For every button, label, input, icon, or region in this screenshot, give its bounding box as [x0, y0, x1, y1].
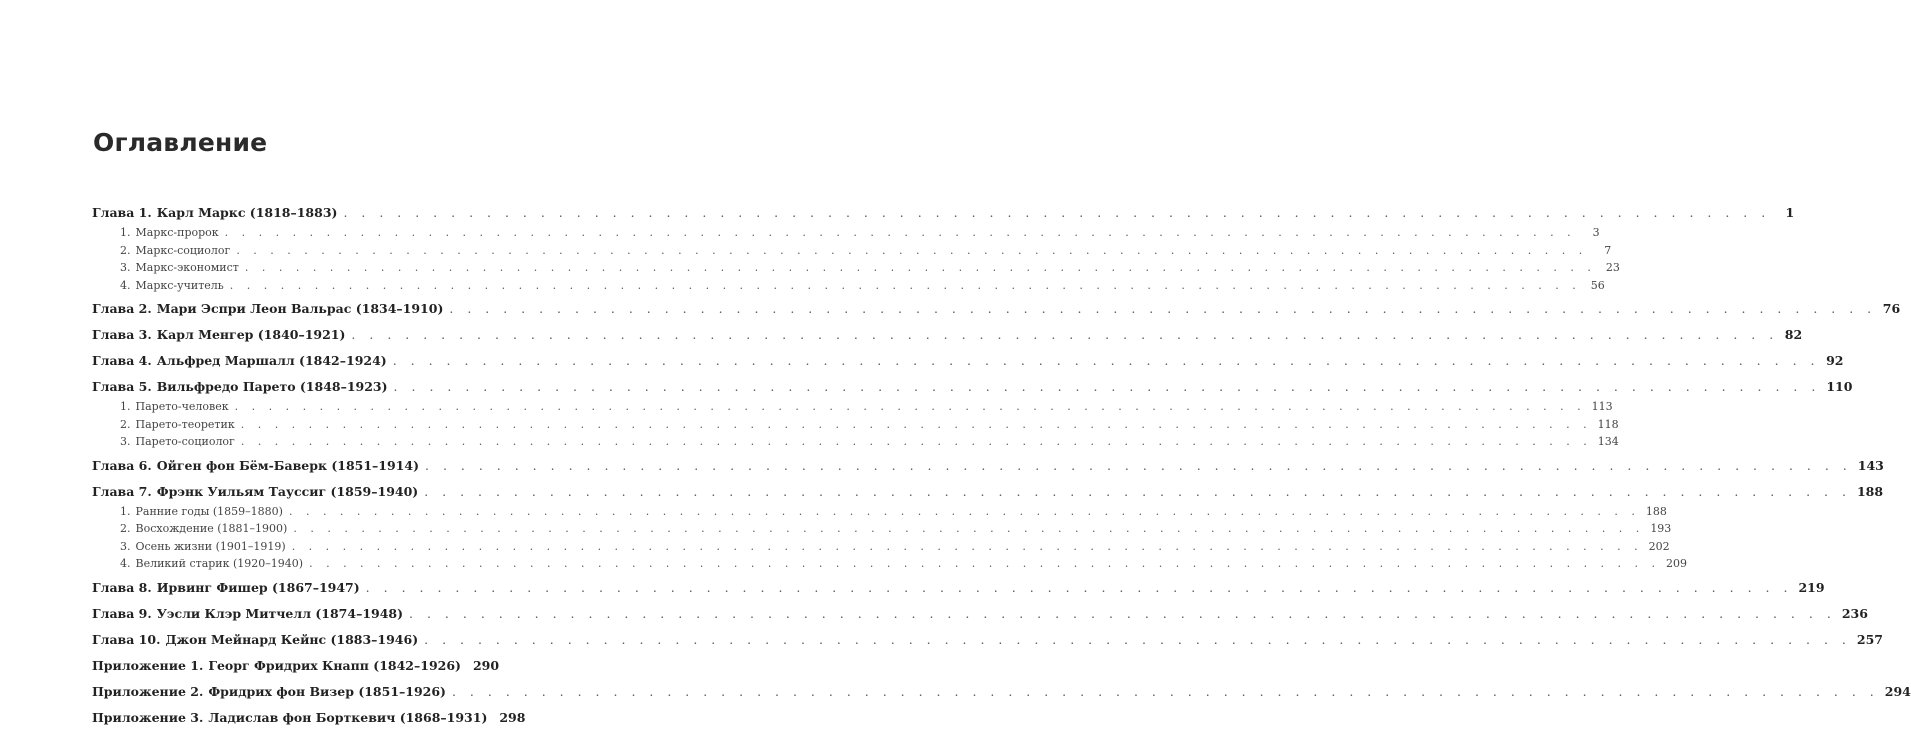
toc-entry-label: [92, 242, 230, 260]
dot-leader: [241, 416, 1592, 434]
toc-entry-label: [92, 453, 419, 479]
toc-entry-number: 1.: [120, 504, 131, 518]
toc-entry-title: Уэсли Клэр Митчелл (1874–1948): [156, 605, 404, 621]
toc-entry-title: Осень жизни (1901–1919): [135, 539, 286, 553]
toc-page-number: 294: [1884, 683, 1911, 699]
toc-page-number: 118: [1597, 417, 1619, 431]
dot-leader: [449, 296, 1876, 322]
toc-entry-title: Фрэнк Уильям Тауссиг (1859–1940): [156, 483, 419, 499]
toc-page-number: 92: [1826, 353, 1844, 368]
toc-chapter-entry[interactable]: [92, 679, 1911, 705]
toc-entry-number: 3.: [120, 435, 131, 448]
toc-section-entry[interactable]: [92, 520, 1672, 538]
toc-section-entry[interactable]: [92, 433, 1619, 451]
toc-page-number: 298: [499, 709, 526, 725]
toc-entry-title: Фридрих фон Визер (1851–1926): [208, 683, 446, 699]
toc-chapter-entry[interactable]: [92, 200, 1795, 226]
toc-entry-title: Карл Маркс (1818–1883): [156, 205, 338, 220]
toc-chapter-entry[interactable]: [92, 575, 1825, 601]
toc-page-number: 56: [1590, 278, 1605, 292]
toc-section-entry[interactable]: [92, 398, 1613, 416]
toc-chapter-entry[interactable]: [92, 705, 526, 731]
toc-entry-title: Маркс-экономист: [135, 261, 239, 274]
toc-entry-number: 2.: [120, 417, 131, 431]
toc-entry-label: [92, 296, 443, 322]
toc-entry-label: [92, 433, 235, 451]
toc-entry-number: Глава 2.: [92, 301, 152, 316]
toc-entry-number: 3.: [120, 261, 131, 274]
dot-leader: [225, 224, 1576, 242]
dot-leader: [236, 242, 1587, 260]
toc-entry-label: [92, 322, 345, 348]
toc-page-number: 1: [1785, 205, 1795, 220]
toc-page-number: 82: [1784, 327, 1803, 342]
toc-entry-number: Приложение 3.: [92, 709, 204, 725]
toc-entry-title: Ойген фон Бём-Баверк (1851–1914): [156, 457, 419, 473]
toc-page-number: 219: [1798, 579, 1825, 595]
toc-chapter-entry[interactable]: [92, 627, 1883, 653]
toc-entry-label: [92, 705, 487, 731]
toc-entry-label: [92, 416, 235, 434]
toc-entry-number: Глава 9.: [92, 605, 152, 621]
toc-entry-label: [92, 259, 239, 277]
toc-section-entry[interactable]: [92, 277, 1605, 295]
toc-entry-title: Ранние годы (1859–1880): [135, 504, 283, 518]
toc-entry-title: Великий старик (1920–1940): [135, 557, 304, 570]
toc-entry-title: Ирвинг Фишер (1867–1947): [156, 579, 360, 595]
toc-entry-label: [92, 575, 360, 601]
dot-leader: [241, 433, 1592, 451]
toc-entry-title: Парето-социолог: [135, 435, 235, 448]
toc-entry-number: Глава 1.: [92, 205, 152, 220]
toc-entry-label: [92, 374, 388, 400]
toc-entry-number: Глава 6.: [92, 457, 152, 473]
toc-entry-title: Мари Эспри Леон Вальрас (1834–1910): [156, 301, 444, 316]
toc-entry-label: [92, 520, 287, 538]
toc-section-entry[interactable]: [92, 503, 1667, 521]
toc-section-entry[interactable]: [92, 538, 1670, 556]
toc-entry-number: Глава 3.: [92, 327, 152, 342]
toc-page-number: 76: [1882, 301, 1901, 316]
toc-entry-number: Приложение 2.: [92, 683, 204, 699]
toc-page-number: 113: [1591, 400, 1613, 413]
toc-page-number: 202: [1648, 539, 1670, 553]
dot-leader: [452, 679, 1879, 705]
toc-page-number: 188: [1856, 483, 1884, 499]
toc-chapter-entry[interactable]: [92, 479, 1884, 505]
toc-entry-label: [92, 348, 387, 374]
toc-page-number: 23: [1605, 261, 1620, 274]
toc-entry-label: [92, 479, 418, 505]
toc-page-number: 110: [1826, 379, 1853, 394]
toc-entry-number: 2.: [120, 522, 131, 535]
toc-entry-number: 3.: [120, 539, 131, 553]
toc-chapter-entry[interactable]: [92, 653, 500, 679]
toc-section-entry[interactable]: [92, 224, 1600, 242]
page-title: Оглавление: [93, 128, 268, 157]
toc-page-number: 7: [1604, 243, 1612, 257]
toc-page-number: 209: [1666, 557, 1688, 570]
dot-leader: [235, 398, 1586, 416]
dot-leader: [309, 555, 1660, 573]
dot-leader: [424, 479, 1851, 505]
toc-entry-title: Маркс-социолог: [135, 243, 231, 257]
toc-entry-title: Восхождение (1881–1900): [135, 522, 288, 535]
toc-entry-number: Глава 8.: [92, 579, 152, 595]
toc-entry-title: Георг Фридрих Кнапп (1842–1926): [208, 657, 461, 673]
toc-entry-number: Глава 4.: [92, 353, 152, 368]
toc-entry-label: [92, 601, 403, 627]
toc-chapter-entry[interactable]: [92, 296, 1901, 322]
toc-entry-label: [92, 538, 286, 556]
toc-entry-label: [92, 224, 219, 242]
toc-entry-title: Карл Менгер (1840–1921): [156, 327, 346, 342]
toc-entry-label: [92, 503, 283, 521]
toc-chapter-entry[interactable]: [92, 322, 1803, 348]
toc-entry-label: [92, 555, 303, 573]
toc-entry-title: Парето-теоретик: [135, 417, 235, 431]
toc-chapter-entry[interactable]: [92, 453, 1884, 479]
toc-entry-number: 2.: [120, 243, 131, 257]
table-of-contents: [92, 200, 1911, 731]
toc-entry-title: Джон Мейнард Кейнс (1883–1946): [165, 631, 419, 647]
toc-page-number: 257: [1856, 631, 1883, 647]
toc-entry-label: [92, 679, 446, 705]
toc-entry-number: 4.: [120, 278, 131, 292]
toc-page-number: 134: [1597, 435, 1619, 448]
dot-leader: [393, 348, 1820, 374]
toc-entry-label: [92, 627, 418, 653]
toc-entry-title: Ладислав фон Борткевич (1868–1931): [208, 709, 488, 725]
toc-entry-title: Альфред Маршалл (1842–1924): [156, 353, 387, 368]
toc-section-entry[interactable]: [92, 259, 1620, 277]
toc-entry-number: Глава 10.: [92, 631, 161, 647]
toc-page-number: 236: [1841, 605, 1868, 621]
toc-entry-number: 1.: [120, 226, 131, 239]
toc-entry-title: Маркс-пророк: [135, 226, 219, 239]
toc-entry-title: Парето-человек: [135, 400, 229, 413]
dot-leader: [343, 200, 1770, 226]
toc-entry-number: 4.: [120, 557, 131, 570]
toc-page-number: 188: [1645, 504, 1667, 518]
dot-leader: [394, 374, 1821, 400]
toc-entry-title: Вильфредо Парето (1848–1923): [156, 379, 388, 394]
toc-section-entry[interactable]: [92, 555, 1688, 573]
dot-leader: [351, 322, 1778, 348]
toc-entry-number: Глава 5.: [92, 379, 152, 394]
dot-leader: [425, 453, 1852, 479]
toc-chapter-entry[interactable]: [92, 601, 1868, 627]
toc-page-number: 290: [472, 657, 500, 673]
dot-leader: [409, 601, 1836, 627]
dot-leader: [245, 259, 1596, 277]
toc-page-number: 143: [1857, 457, 1884, 473]
dot-leader: [292, 538, 1643, 556]
toc-page-number: 3: [1592, 226, 1600, 239]
toc-chapter-entry[interactable]: [92, 348, 1844, 374]
toc-section-entry[interactable]: [92, 416, 1619, 434]
toc-entry-label: [92, 653, 461, 679]
dot-leader: [366, 575, 1793, 601]
dot-leader: [424, 627, 1851, 653]
toc-page-number: 193: [1650, 522, 1672, 535]
toc-entry-number: 1.: [120, 400, 131, 413]
toc-entry-label: [92, 277, 224, 295]
dot-leader: [230, 277, 1581, 295]
toc-entry-label: [92, 398, 229, 416]
toc-entry-title: Маркс-учитель: [135, 278, 224, 292]
toc-section-entry[interactable]: [92, 242, 1612, 260]
toc-entry-number: Глава 7.: [92, 483, 152, 499]
dot-leader: [293, 520, 1644, 538]
toc-entry-label: [92, 200, 337, 226]
toc-entry-number: Приложение 1.: [92, 657, 204, 673]
dot-leader: [289, 503, 1640, 521]
toc-chapter-entry[interactable]: [92, 374, 1853, 400]
